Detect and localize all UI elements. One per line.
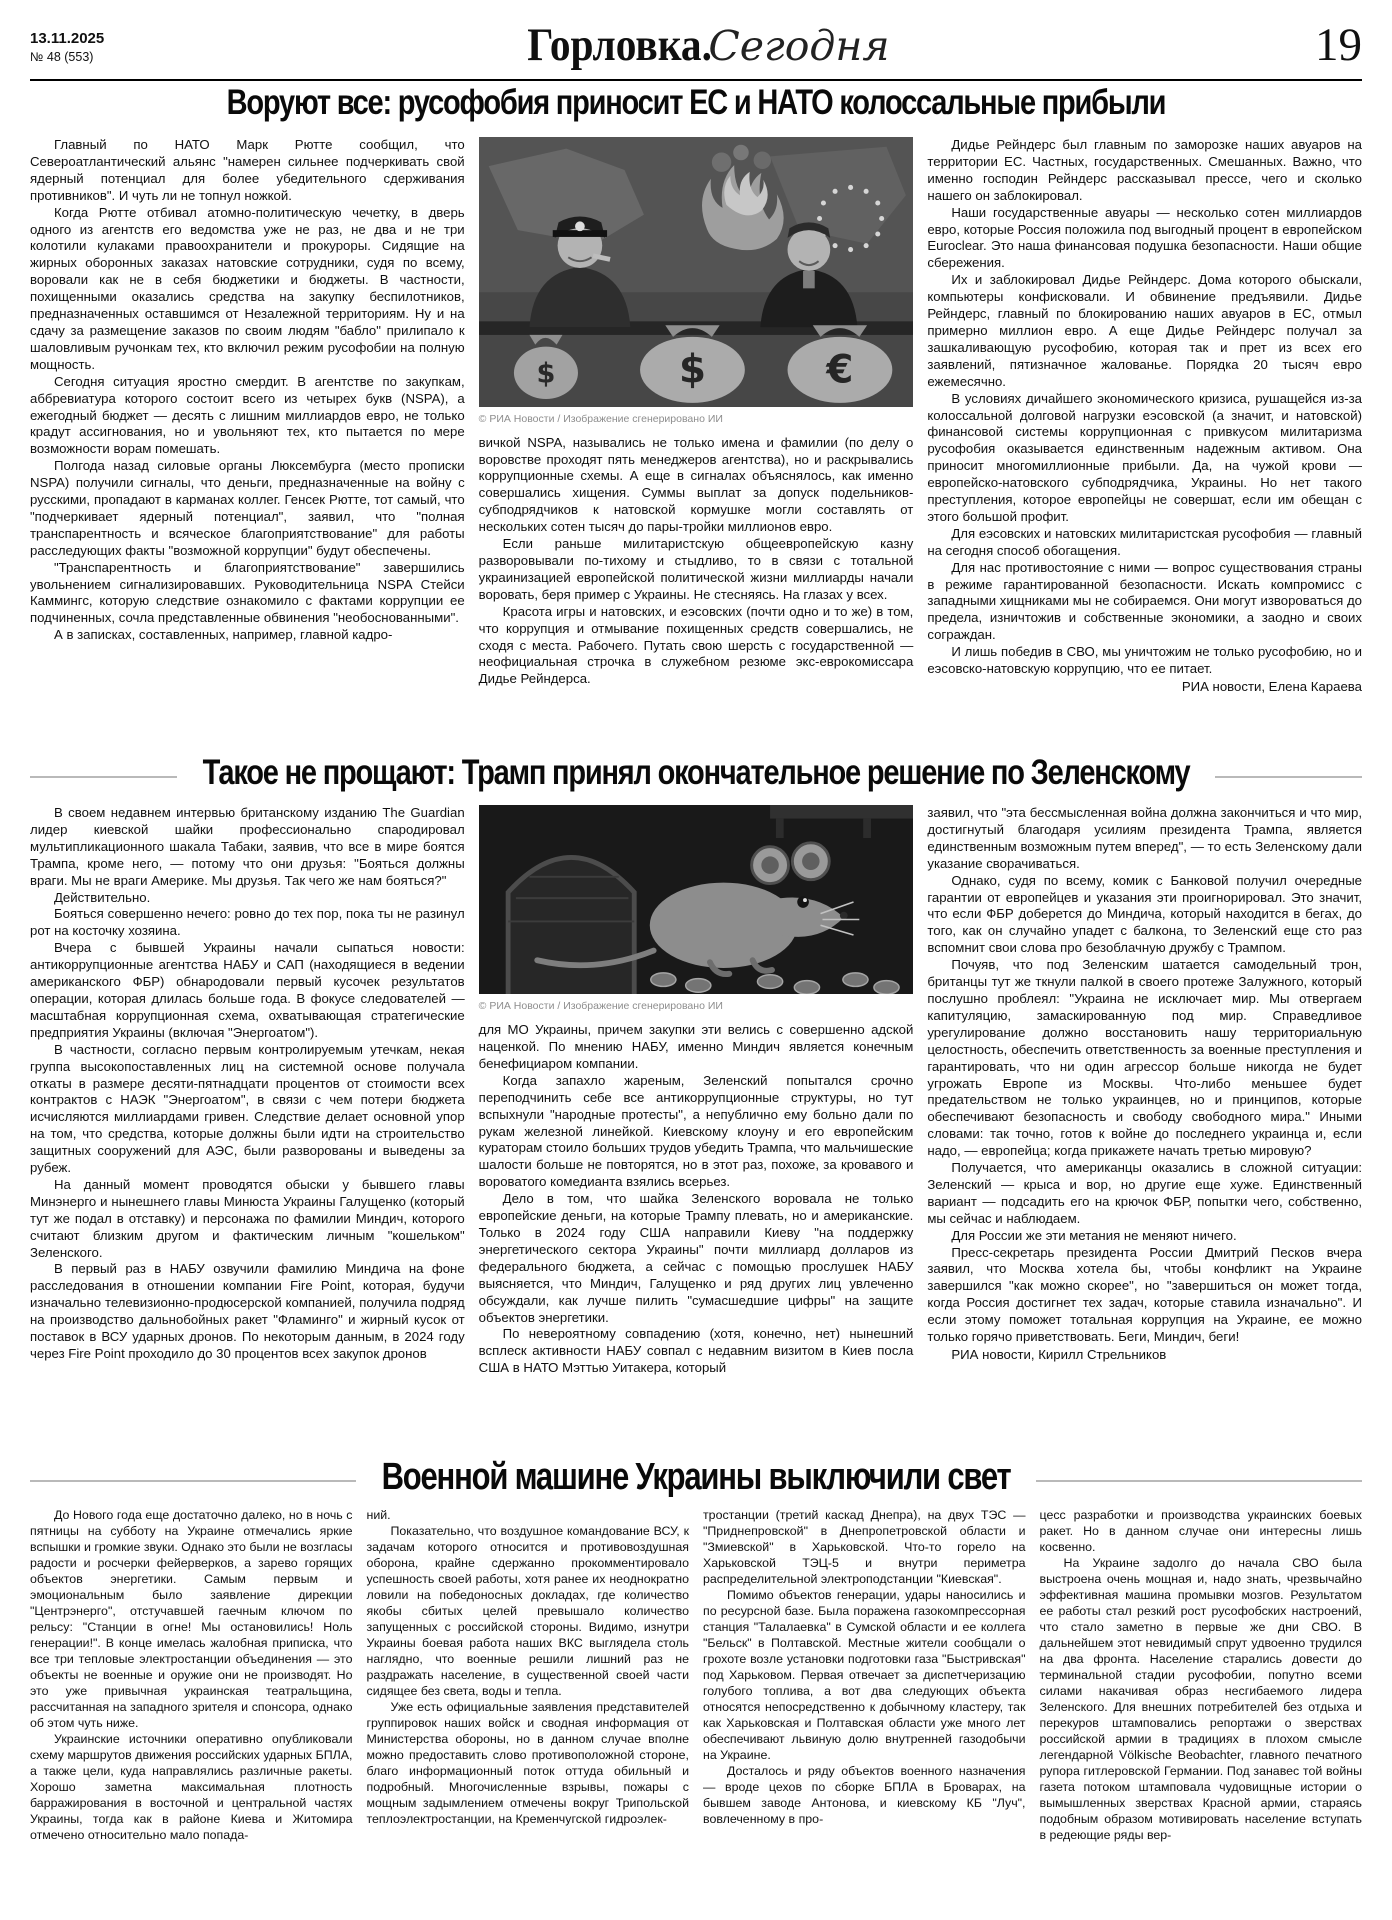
paragraph: заявил, что "эта бессмысленная война должна закончиться и что мир, достигнутый благодаря усилиям президента Трампа, является единственным возможным путем вперед", — то есть Зеленскому дали указание сворачиваться. — [927, 805, 1362, 871]
paragraph: На данный момент проводятся обыски у бывшего главы Минэнерго и нынешнего главы Минюста Украины Галущенко (который тут же подал в отставку) и персонажа по фамилии Миндич, которого считают близким другом и фактическим личным "кошельком" Зеленского. — [30, 1176, 465, 1260]
page-number: 19 — [1315, 19, 1362, 71]
svg-text:$: $ — [678, 347, 706, 393]
article-1-headline: Воруют все: русофобия приносит ЕС и НАТО колоссальные прибыли — [226, 83, 1166, 123]
paragraph: По невероятному совпадению (хотя, конечно, нет) нынешний всплеск активности НАБУ совпал с недавним визитом в Киев посла США в НАТО Мэттью Уитакера, который — [478, 1326, 914, 1376]
paragraph: Главный по НАТО Марк Рютте сообщил, что Североатлантический альянс "намерен сильнее подчеркивать свой ядерный потенциал для более убедительного сдерживания противников". И чуть ли не топнул ножкой. — [30, 137, 465, 203]
headline-rule-left — [30, 776, 177, 778]
paragraph: для МО Украины, причем закупки эти велись с совершенно адской наценкой. По мнению НАБУ, именно Миндич является конечным бенефициаром компании. — [478, 1022, 914, 1071]
masthead — [502, 19, 890, 71]
paragraph: Когда Рютте отбивал атомно-политическую чечетку, в дверь одного из агентств его ведомства уже не раз, не два и не три колотили кулаками правоохранители и прокуроры. Сидящие на жирных оборонных заказах натовские сотрудники, судя по всему, воровали как не в себя бюджетики и бюджеты. В частности, похищенными оказались средства на закупку беспилотников, предназначенных оставшимся от Незалежной территориям. Ну и на сдачу за размещение заказов по своим людям "бабло" прилипало к шаловливым ручонкам тех, кто включил режим русофобии на полную мощность. — [30, 204, 465, 372]
paragraph: В условиях дичайшего экономического кризиса, рушащейся из-за колоссальной долговой нагрузки еэсовской (а значит, и натовской) финансовой системы коррупционная с привкусом милитаризма русофобия оказывается единственным надежным активом. Она приносит многомиллионные прибыли. Да, на чужой крови — европейско-натовского субподрядчика, Украины. Но нет такого преступления, которое европейцы не совершат, если им обещан с этого большой профит. — [927, 390, 1362, 524]
article-3-column-2 — [367, 1507, 690, 1905]
article-3-column-1 — [30, 1507, 353, 1905]
paragraph: Полгода назад силовые органы Люксембурга (место прописки NSPA) получили сигналы, что деньги, предназначенные на войну с русскими, пропадают в карманах коллег. Генсек Рютте, тот самый, что "подчеркивает ядерный потенциал", заявил, что "полная транспарентность и всяческое благоприятствование" для работы расследующих факты "возможной коррупции" будут обеспечены. — [30, 458, 465, 558]
paragraph: Действительно. — [54, 889, 151, 905]
rat-cartoon-image — [479, 805, 914, 994]
issue-date: 13.11.2025 — [30, 30, 105, 47]
paragraph: Пресс-секретарь президента России Дмитрий Песков вчера заявил, что Москва хотела бы, чтобы конфликт на Украине завершился "как можно скорее", но "завершиться он может тогда, когда Россия достигнет тех задач, которые ставила изначально". И если этому поможет тотальная коррупция на Украине, ее можно только горячо приветствовать. Беги, Миндич, беги! — [927, 1244, 1362, 1345]
paragraph: В первый раз в НАБУ озвучили фамилию Миндича на фоне расследования в отношении компании Fire Point, которая, будучи изначально телевизионно-продюсерской компанией, получила подряд на производство дальнобойных ракет "Фламинго" и жирный кусок от поставок в ВСУ ударных дронов. По некоторым данным, в 2024 году через Fire Point проходило до 30 процентов всех закупок дронов — [30, 1261, 465, 1361]
headline-rule-right — [1215, 776, 1362, 778]
article-3-title-row — [30, 1455, 1362, 1501]
paragraph: Для России же эти метания не меняют ничего. — [951, 1227, 1237, 1243]
article-2-body — [30, 805, 1362, 1453]
article-1-column-3 — [927, 137, 1362, 737]
header-divider — [30, 79, 1362, 81]
paragraph: Уже есть официальные заявления представителей группировок наших войск и сводная информация от Министерства обороны, но в данном случае вполне можно предоставить слово противоположной стороне, благо информационный поток оттуда обильный и подробный. Многочисленные взрывы, пожары с мощным задымлением отмечены вокруг Трипольской теплоэлектростанции, на Кременчугской гидроэлек- — [366, 1700, 689, 1826]
paragraph: ний. — [366, 1508, 391, 1522]
article-2-column-2 — [479, 805, 914, 1453]
paragraph: Если раньше милитаристскую общеевропейскую казну разворовывали по-тихому и стыдливо, то в связи с тотальной украинизацией европейской политической жизни миллиарды начали воровать, беря пример с Украины. Не стесняясь. На глазах у всех. — [478, 536, 914, 602]
article-1-column-1 — [30, 137, 465, 737]
article-2-illustration — [479, 805, 914, 1015]
paragraph: Для нас противостояние с ними — вопрос существования страны в режиме гарантированной безопасности. Искать компромисс с западными хищниками мы не собираемся. Они могут извороваться до предела, изничтожив и собственные экономики, а заодно и своих сограждан. — [927, 559, 1362, 643]
paragraph: Их и заблокировал Дидье Рейндерс. Дома которого обыскали, компьютеры конфисковали. И обвинение предъявили. Дидье Рейндерс, главный по блокированию наших авуаров в ЕС, отмыл примерно миллион евро. А еще Дидье Рейндерс получал за зашкаливающую русофобию, которая так и прет из всех его заявлений, пятизначное жалованье. Порядка 20 тысяч евро ежемесячно. — [927, 272, 1362, 389]
issue-number: № 48 (553) — [30, 50, 94, 64]
paragraph: До Нового года еще достаточно далеко, но в ночь с пятницы на субботу на Украине отмечались яркие вспышки и громкие звуки. Однако это были не возгласы радости и росчерки фейерверков, а зарево горящих объектов энергетики. Самым первым и эмоциональным было заявление дирекции "Центрэнерго", отстучавшей гаечным ключом по рельсу: "Станции в огне! Мы остановились! Ноль генерации!". В конце имелась жалобная приписка, что все три тепловые электростанции объединения — это объекты не военные и оружие они не производят. Но это уже привычная украинская театральщина, рассчитанная на западного зрителя и спонсора, однако об этом чуть ниже. — [30, 1508, 353, 1730]
article-3-column-3 — [703, 1507, 1026, 1905]
article-2-headline: Такое не прощают: Трамп принял окончательное решение по Зеленскому — [202, 753, 1190, 793]
page-header — [30, 19, 1362, 71]
paragraph: Дидье Рейндерс был главным по заморозке наших авуаров на территории ЕС. Частных, государственных. Смешанных. Важно, что именно господин Рейндерс рассказывал прессе, чего и сколько нашего он заблокировал. — [927, 137, 1362, 203]
masthead-title: Горловка. — [527, 19, 713, 71]
paragraph: вичкой NSPA, назывались не только имена и фамилии (по делу о воровстве проходят пять менеджеров агентства), но и раскрывались коррупционные схемы. А еще в сигналах объяснялось, как именно совершались хищения. Суммы выплат за допуск подельников-субподрядчиков к натовской кормушке могли составлять от нескольких сотен тысяч до пары-тройки миллионов евро. — [478, 434, 914, 535]
article-1-illustration — [479, 137, 914, 428]
article-2-title-row — [30, 755, 1362, 799]
paragraph: Для еэсовских и натовских милитаристская русофобия — главный на сегодня способ обогащения. — [927, 525, 1362, 558]
headline-rule-right — [1036, 1480, 1362, 1482]
paragraph: Досталось и ряду объектов военного назначения — вроде цехов по сборке БПЛА в Броварах, на бывшем заводе Антонова, и киевскому КБ "Луч", вовлеченному в про- — [703, 1764, 1026, 1826]
paragraph: Красота игры и натовских, и еэсовских (почти одно и то же) в том, что коррупция и отмывание похищенных средств совершались, не сходя с места. Рабочего. Путать свою шерсть с государственной — неофициальная строчка в служебном резюме экс-еврокомиссара Дидье Рейндерса. — [478, 603, 914, 687]
paragraph: Когда запахло жареным, Зеленский попытался срочно переподчинить себе все антикоррупционные структуры, но тут вспыхнули "народные протесты", а непублично ему больно дали по рукам железной линейкой. Киевскому клоуну и его европейским кураторам стоило больших трудов убедить Трампа, что мальчишеские шалости больше не повторятся, но в этот раз, похоже, за кровавого и вороватого комедианта взялись всерьез. — [478, 1072, 914, 1190]
article-2-column-1 — [30, 805, 465, 1453]
paragraph: Наши государственные авуары — несколько сотен миллиардов евро, которые Россия положила под выгодный процент в европейском Euroclear. Это наша финансовая подушка безопасности. Наши общие сбережения. — [927, 204, 1362, 271]
paragraph: И лишь победив в СВО, мы уничтожим не только русофобию, но и еэсовско-натовскую коррупцию, что ее питает. — [927, 644, 1362, 677]
paragraph: Дело в том, что шайка Зеленского воровала не только европейские деньги, на которые Трампу плевать, но и американские. Только в 2024 году США направили Киеву "на поддержку энергетического сектора Украины" почти миллиард долларов из федерального бюджета, а сейчас с помощью прослушек НАБУ выясняется, что Миндич, Галущенко и ряд других лиц увлеченно обсуждали, как лучше пилить "сумасшедшие цифры" на защите объектов энергетики. — [478, 1191, 914, 1325]
article-1-column-2 — [479, 137, 914, 737]
paragraph: В частности, согласно первым контролируемым утечкам, некая группа высокопоставленных лиц на системной основе получала откаты в размере десяти-пятнадцати процентов от стоимости всех контрактов с НАЭК "Энергоатом", в связи с чем потери бюджета исчисляются миллиардами гривен. Следствие делает основной упор на том, что средства, которые должны были идти на строительство защитных сооружений для АЭС, были разворованы и выведены за рубеж. — [30, 1041, 465, 1176]
paragraph: цесс разработки и производства украинских боевых ракет. Но в данном случае они интересны лишь косвенно. — [1039, 1508, 1362, 1554]
paragraph: Однако, судя по всему, комик с Банковой получил очередные гарантии от европейцев и указания эти проигнорировал. Это значит, что если ФБР доберется до Миндича, который находится в бегах, до того, как он случайно упадет с балкона, то Зеленский еще сто раз вспомнит свои слова про безоблачную дружбу с Трампом. — [927, 872, 1362, 956]
article-eu-nato-corruption — [30, 83, 1362, 737]
article-trump-zelensky-decision — [30, 755, 1362, 1453]
money-bags-cartoon-image — [479, 137, 914, 407]
article-3-body — [30, 1507, 1362, 1905]
article-1-column-2-text — [479, 435, 914, 689]
paragraph: Помимо объектов генерации, удары наносились и по ресурсной базе. Была поражена газокомпрессорная станция "Талалаевка" в Сумской области и ее коллега "Бельск" в Полтавской. Местные жители сообщали о грохоте возле установки подготовки газа "Быстривская" под Харьковом. Первая отвечает за диспетчеризацию голубого топлива, а вот два следующих объекта относятся непосредственно к добычному кластеру, так как Харьковская и Полтавская области уже много лет обеспечивают львиную долю внутренней газодобычи на Украине. — [703, 1588, 1026, 1762]
paragraph: Украинские источники оперативно опубликовали схему маршрутов движения российских ударных БПЛА, а также цели, куда направлялись различные ракеты. Хорошо заметна максимальная плотность барражирования в восточной и центральной частях Украины, тогда как в районе Киева и Житомира отмечено относительно мало попада- — [30, 1732, 353, 1842]
issue-block — [30, 22, 104, 64]
paragraph: тростанции (третий каскад Днепра), на двух ТЭС — "Приднепровской" в Днепропетровской области и "Змиевской" в Харьковской. Что-то горело на Харьковской ТЭЦ-5 и внутри периметра распределительной электроподстанции "Киевская". — [703, 1508, 1026, 1586]
paragraph: Показательно, что воздушное командование ВСУ, к задачам которого относится и противовоздушная оборона, крайне сдержанно прокомментировало успешность своей работы, хотя ранее их неоднократно ловили на победоносных докладах, где количество якобы сбитых целей превышало количество запущенных с российской стороны. Видимо, изнутри Украины боевая работа наших ВКС выглядела столь наглядно, что военные решили лишний раз не раздражать население, в существенной своей части сидящее без света, воды и тепла. — [366, 1524, 689, 1698]
article-3-column-4 — [1040, 1507, 1363, 1905]
article-ukraine-power-blackout — [30, 1455, 1362, 1905]
masthead-subtitle: Сегодня — [708, 22, 890, 70]
article-2-byline: РИА новости, Кирилл Стрельников — [951, 1347, 1167, 1362]
paragraph: В своем недавнем интервью британскому изданию The Guardian лидер киевской шайки профессионально спародировал мультипликационного шакала Табаки, заявив, что все в мире боятся Трампа, кроме него, — потому что они друзья: "Бояться должны враги. Мы не враги Америке. Мы друзья. Так чего же нам бояться?" — [30, 805, 465, 888]
paragraph: На Украине задолго до начала СВО была выстроена очень мощная и, надо знать, чрезвычайно эффективная машина промывки мозгов. Результатом ее работы стал резкий рост русофобских настроений, что стало заметно в первые же дни СВО. В дальнейшем этот невидимый спрут удвоенно трудился на два фронта. Население старались довести до терминальной стадии русофобии, попутно всеми силами накачивая образ несгибаемого лидера Зеленского. Для внешних потребителей без отдыха и перекуров штамповались репортажи о зверствах российской армии в традициях в плохом смысле легендарной Völkische Beobachter, главного печатного рупора гитлеровской Германии. Под занавес той войны газета потоком штамповала чудовищные истории о вымышленных зверствах Красной армии, стараясь подобным образом мотивировать население вступать в редеющие ряды вер- — [1039, 1556, 1362, 1842]
paragraph: Вчера с бывшей Украины начали сыпаться новости: антикоррупционные агентства НАБУ и САП (находящиеся в ведении американского ФБР) обнародовали первый кусочек результатов операции, которая длилась больше года. В фокусе следователей — масштабная коррупционная схема, охватывающая стратегические предприятия Украины (включая "Энергоатом"). — [30, 940, 465, 1040]
article-2-column-3 — [927, 805, 1362, 1453]
headline-rule-left — [30, 1480, 356, 1482]
article-1-body — [30, 137, 1362, 737]
paragraph: "Транспарентность и благоприятствование" завершились увольнением сигнализировавших. Руководительница NSPA Стейси Каммингс, которую следствие ознакомило с фактами коррупции ее подчиненных, сочла представленные обвинения "необоснованными". — [30, 559, 465, 626]
image-credit: © РИА Новости / Изображение сгенерировано ИИ — [478, 1000, 723, 1013]
paragraph: Сегодня ситуация яростно смердит. В агентстве по закупкам, аббревиатура которого состоит всего из четырех букв (NSPA), а ежегодный бюджет — десять с лишним миллиардов евро, не только крадут ассигнования, но и увольняют тех, кто пытается по мере возможности ворам помешать. — [30, 373, 465, 457]
svg-text:$: $ — [536, 358, 556, 390]
paragraph: Почуяв, что под Зеленским шатается самодельный трон, британцы тут же ткнули палкой в своего протеже Залужного, который послушно проблеял: "Украина не исключает мир. Мы отвергаем капитуляцию, замаскированную под мир. Справедливое урегулирование должно восстановить нашу территориальную целостность, обеспечить ответственность за военные преступления и гарантировать, что ни один агрессор больше никогда не будет угрожать Европе из Москвы. Что-либо меньшее будет предательством не только украинцев, но и принципов, которые обеспечивают безопасность и свободу свободного мира." Иными словами: так точно, готов к войне до последнего украинца и, если надо, — европейца; когда прикажете начать третью мировую? — [927, 957, 1362, 1159]
article-3-headline: Военной машине Украины выключили свет — [381, 1455, 1011, 1498]
image-credit: © РИА Новости / Изображение сгенерировано ИИ — [478, 412, 723, 425]
paragraph: А в записках, составленных, например, главной кадро- — [54, 627, 393, 643]
article-1-byline: РИА новости, Елена Караева — [1181, 679, 1362, 694]
paragraph: Получается, что американцы оказались в сложной ситуации: Зеленский — крыса и вор, но другие еще хуже. Единственный вариант — подсадить его на крючок ФБР, попытки чего, собственно, мы сейчас и наблюдаем. — [927, 1160, 1362, 1226]
paragraph: Бояться совершенно нечего: ровно до тех пор, пока ты не разинул рот на косточку хозяина. — [30, 906, 465, 939]
svg-text:€: € — [826, 347, 854, 393]
article-2-column-2-text — [479, 1022, 914, 1377]
